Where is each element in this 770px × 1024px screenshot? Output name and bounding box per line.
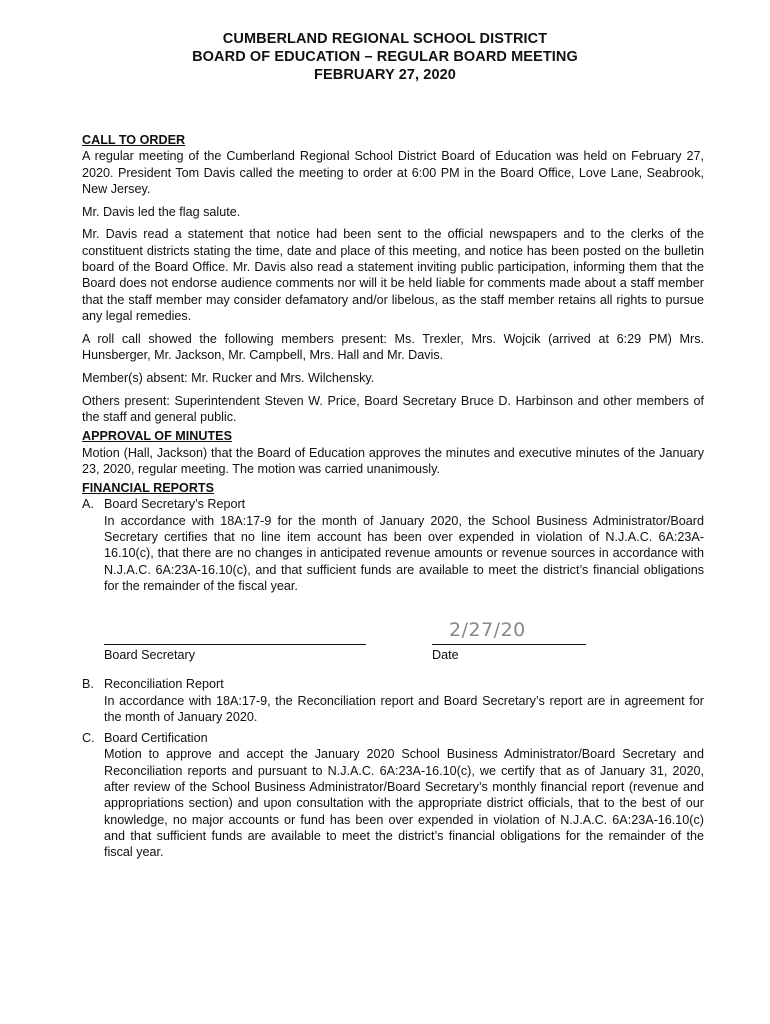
handwritten-date: 2/27/20 bbox=[449, 619, 526, 642]
call-to-order-paragraph: A regular meeting of the Cumberland Regional School District Board of Education was held on February 27, 2020. President Tom Davis called the meeting to order at 6:00 PM in the Board Office, Love Lane, Seabrook, New Jersey. bbox=[82, 149, 704, 196]
board-secretary-report-text: In accordance with 18A:17-9 for the month of January 2020, the School Business Administrator/Board Secretary certifies that no line item account has been over expended in violation of N.J.A.C. 6A:23A-16.10(c), that there are no changes in anticipated revenue amounts or revenue sources in accordance with N.J.A.C. 6A:23A-16.10(c), and that sufficient funds are available to meet the district’s financial obligations for the remainder of the fiscal year. bbox=[104, 513, 704, 593]
reconciliation-report-text: In accordance with 18A:17-9, the Reconciliation report and Board Secretary’s report are in agreement for the month of January 2020. bbox=[104, 693, 704, 724]
board-certification-title: Board Certification bbox=[104, 731, 208, 746]
meeting-date: FEBRUARY 27, 2020 bbox=[314, 67, 456, 83]
board-secretary-signature-label: Board Secretary bbox=[104, 648, 195, 663]
notice-statement-paragraph: Mr. Davis read a statement that notice had been sent to the official newspapers and to the clerks of the constituent districts stating the time, date and place of this meeting, and notice has been posted on the bulletin board of the Board Office. Mr. Davis also read a statement inviting public participation, informing them that the Board does not endorse audience comments nor will it be held liable for comments made about a staff member that the staff member may consider defamatory and/or libelous, as the staff member retains all rights to pursue any legal remedies. bbox=[82, 227, 704, 323]
board-secretary-report-title: Board Secretary’s Report bbox=[104, 497, 246, 512]
list-marker: C. bbox=[82, 731, 95, 746]
flag-salute-paragraph: Mr. Davis led the flag salute. bbox=[82, 204, 241, 219]
board-certification-text: Motion to approve and accept the January 2020 School Business Administrator/Board Secretary and Reconciliation reports and pursuant to N.J.A.C. 6A:23A-16.10(c), we certify that as of January 31, 2020, after review of the School Business Administrator/Board Secretary’s monthly financial report (revenue and appropriations section) and upon consultation with the appropriate district officials, that to the best of our knowledge, no major accounts or fund has been over expended in violation of N.J.A.C. 6A:23A-16.10(c) and that sufficient funds are available to meet the district’s financial obligations for the remainder of the fiscal year. bbox=[104, 747, 704, 860]
reconciliation-report-title: Reconciliation Report bbox=[104, 677, 224, 692]
date-label: Date bbox=[432, 648, 459, 663]
financial-reports-heading: FINANCIAL REPORTS bbox=[82, 481, 215, 496]
approval-of-minutes-paragraph: Motion (Hall, Jackson) that the Board of Education approves the minutes and executive minutes of the January 23, 2020, regular meeting. The motion was carried unanimously. bbox=[82, 445, 704, 476]
list-item bbox=[82, 496, 704, 512]
call-to-order-heading: CALL TO ORDER bbox=[82, 133, 186, 147]
list-marker: A. bbox=[82, 497, 94, 512]
list-item bbox=[82, 676, 704, 692]
list-marker: B. bbox=[82, 677, 94, 692]
document-body bbox=[82, 132, 704, 860]
signature-block bbox=[104, 614, 704, 670]
signature-line bbox=[104, 644, 366, 645]
others-present-paragraph: Others present: Superintendent Steven W. Price, Board Secretary Bruce D. Harbinson and other members of the staff and general public. bbox=[82, 393, 704, 424]
roll-call-paragraph: A roll call showed the following members present: Ms. Trexler, Mrs. Wojcik (arrived at 6:29 PM) Mrs. Hunsberger, Mr. Jackson, Mr. Campbell, Mrs. Hall and Mr. Davis. bbox=[82, 331, 704, 363]
members-absent-paragraph: Member(s) absent: Mr. Rucker and Mrs. Wilchensky. bbox=[82, 370, 375, 385]
date-line bbox=[432, 644, 586, 645]
meeting-title: BOARD OF EDUCATION – REGULAR BOARD MEETING bbox=[192, 49, 578, 65]
approval-of-minutes-heading: APPROVAL OF MINUTES bbox=[82, 429, 232, 444]
document-header bbox=[0, 30, 770, 84]
district-name: CUMBERLAND REGIONAL SCHOOL DISTRICT bbox=[222, 31, 548, 47]
list-item bbox=[82, 730, 704, 746]
